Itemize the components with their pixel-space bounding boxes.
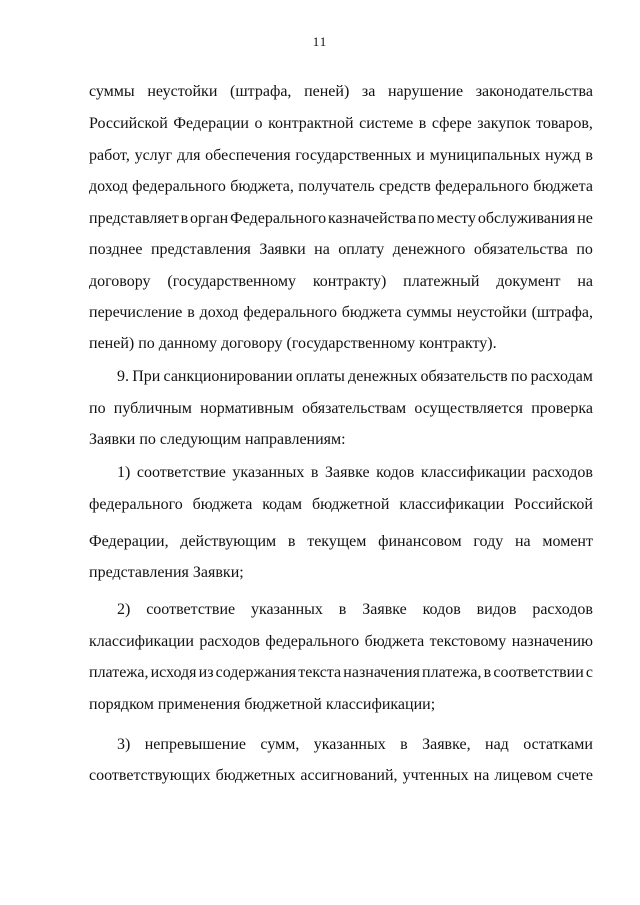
word: Заявке bbox=[362, 601, 407, 618]
word: классификации bbox=[89, 633, 194, 650]
word: публичным bbox=[113, 400, 192, 417]
word: контрактной bbox=[268, 115, 354, 132]
word: на bbox=[577, 273, 593, 290]
word: системе bbox=[359, 115, 414, 132]
text-line bbox=[89, 301, 593, 325]
word: учтенных bbox=[402, 767, 469, 784]
word: текста bbox=[298, 664, 342, 681]
text-line bbox=[89, 80, 593, 104]
word: законодательства bbox=[475, 83, 593, 100]
word: на bbox=[473, 767, 490, 784]
word: Федерации, bbox=[89, 533, 169, 550]
text-line bbox=[117, 733, 593, 757]
word: текущем bbox=[307, 533, 367, 550]
word: нарушение bbox=[387, 83, 464, 100]
word: кодам bbox=[262, 496, 303, 513]
text-line: Заявки по следующим направлениям: bbox=[89, 431, 346, 448]
text-line bbox=[117, 461, 593, 485]
word: платежа, bbox=[422, 664, 482, 681]
word: над bbox=[485, 736, 509, 753]
word: санкционировании bbox=[163, 368, 293, 385]
word: контракту) bbox=[312, 273, 387, 290]
word: году bbox=[473, 533, 504, 550]
word: федерального bbox=[265, 633, 360, 650]
word: доход bbox=[89, 178, 128, 195]
word: казначейства bbox=[327, 210, 417, 227]
word: на bbox=[314, 241, 330, 258]
text-line bbox=[89, 270, 593, 294]
word: в bbox=[400, 736, 408, 753]
word: позднее bbox=[89, 241, 143, 258]
word: осуществляется bbox=[414, 400, 523, 417]
word: Заявки bbox=[259, 241, 306, 258]
word: обслуживания bbox=[477, 210, 576, 227]
text-line bbox=[89, 493, 593, 517]
word: с bbox=[585, 664, 593, 681]
word: При bbox=[132, 368, 161, 385]
word: федерального bbox=[132, 178, 226, 195]
word: в bbox=[187, 304, 195, 321]
text-line bbox=[89, 764, 593, 788]
word: указанных bbox=[251, 601, 323, 618]
word: классификации bbox=[399, 496, 505, 513]
text-line bbox=[117, 365, 593, 389]
word: бюджета bbox=[341, 304, 402, 321]
word: по bbox=[418, 210, 435, 227]
word: обеспечения bbox=[205, 147, 291, 164]
word: бюджета, bbox=[230, 178, 294, 195]
word: момент bbox=[542, 533, 593, 550]
word: расходов bbox=[199, 633, 260, 650]
text-line bbox=[89, 207, 593, 231]
word: бюджета bbox=[364, 633, 425, 650]
word: договору bbox=[89, 273, 151, 290]
word: для bbox=[176, 147, 201, 164]
word: пеней) bbox=[304, 83, 350, 100]
word: расходов bbox=[532, 601, 593, 618]
word: оплаты bbox=[295, 368, 345, 385]
word: Российской bbox=[89, 115, 168, 132]
word: остатками bbox=[523, 736, 593, 753]
word: муниципальных bbox=[429, 147, 541, 164]
text-line bbox=[117, 598, 593, 622]
word: бюджетной bbox=[311, 496, 390, 513]
word: в bbox=[585, 147, 593, 164]
word: по bbox=[510, 368, 528, 385]
word: кодов bbox=[422, 601, 461, 618]
text-line bbox=[89, 175, 593, 199]
text-line bbox=[89, 112, 593, 136]
word: проверка bbox=[531, 400, 593, 417]
word: Заявке bbox=[325, 464, 370, 481]
word: 9. bbox=[117, 368, 129, 385]
word: не bbox=[577, 210, 593, 227]
word: (штрафа, bbox=[531, 304, 593, 321]
word: соответствующих bbox=[89, 767, 211, 784]
word: перечисление bbox=[89, 304, 183, 321]
word: федерального bbox=[89, 496, 183, 513]
word: представляет bbox=[89, 210, 179, 227]
word: в bbox=[180, 210, 189, 227]
text-line bbox=[89, 144, 593, 168]
word: непревышение bbox=[144, 736, 247, 753]
word: 1) bbox=[117, 464, 131, 481]
word: суммы bbox=[89, 83, 135, 100]
word: действующим bbox=[180, 533, 277, 550]
word: ассигнований, bbox=[300, 767, 398, 784]
text-line: порядком применения бюджетной классификации; bbox=[89, 696, 436, 713]
word: Заявке, bbox=[422, 736, 471, 753]
text-line: представления Заявки; bbox=[89, 564, 244, 581]
word: указанных bbox=[232, 464, 305, 481]
word: в bbox=[338, 601, 347, 618]
text-line bbox=[89, 630, 593, 654]
text-line: пеней) по данному договору (государственному контракту). bbox=[89, 335, 497, 352]
word: обязательств bbox=[420, 368, 508, 385]
word: соответствие bbox=[146, 601, 236, 618]
word: содержания bbox=[215, 664, 297, 681]
text-line bbox=[89, 661, 593, 685]
word: за bbox=[361, 83, 376, 100]
word: денежных bbox=[348, 368, 418, 385]
word: федерального bbox=[435, 178, 529, 195]
word: бюджетных bbox=[215, 767, 296, 784]
word: расходов bbox=[532, 464, 593, 481]
word: классификации bbox=[420, 464, 526, 481]
word: расходам bbox=[530, 368, 593, 385]
word: 3) bbox=[117, 736, 131, 753]
word: бюджета bbox=[533, 178, 593, 195]
word: товаров, bbox=[536, 115, 593, 132]
word: из bbox=[198, 664, 214, 681]
word: обязательствам bbox=[301, 400, 407, 417]
word: закупок bbox=[477, 115, 531, 132]
word: кодов bbox=[376, 464, 415, 481]
text-line bbox=[89, 530, 593, 554]
word: в bbox=[418, 115, 427, 132]
word: назначению bbox=[511, 633, 593, 650]
word: оплату bbox=[338, 241, 385, 258]
word: получатель bbox=[298, 178, 375, 195]
word: соответствии bbox=[493, 664, 584, 681]
word: неустойки bbox=[147, 83, 218, 100]
word: по bbox=[576, 241, 593, 258]
word: соответствие bbox=[136, 464, 226, 481]
word: работ, bbox=[89, 147, 130, 164]
word: сумм, bbox=[260, 736, 300, 753]
word: счете bbox=[556, 767, 593, 784]
word: лицевом bbox=[494, 767, 552, 784]
word: видов bbox=[476, 601, 517, 618]
word: платежный bbox=[403, 273, 480, 290]
word: 2) bbox=[117, 601, 131, 618]
word: на bbox=[514, 533, 531, 550]
text-line bbox=[89, 238, 593, 262]
word: нормативным bbox=[200, 400, 294, 417]
word: федерального bbox=[243, 304, 337, 321]
word: (государственному bbox=[167, 273, 296, 290]
word: о bbox=[254, 115, 263, 132]
word: суммы bbox=[406, 304, 452, 321]
word: текстовому bbox=[429, 633, 507, 650]
word: назначения bbox=[343, 664, 420, 681]
word: государственных bbox=[295, 147, 412, 164]
word: Федерации bbox=[173, 115, 249, 132]
word: нужд bbox=[545, 147, 581, 164]
word: представления bbox=[150, 241, 251, 258]
word: и bbox=[416, 147, 425, 164]
word: исходя bbox=[150, 664, 197, 681]
word: доход bbox=[199, 304, 239, 321]
word: финансовом bbox=[378, 533, 462, 550]
word: в bbox=[287, 533, 296, 550]
word: платежа, bbox=[89, 664, 149, 681]
word: обязательства bbox=[473, 241, 568, 258]
page-number: 11 bbox=[312, 34, 328, 49]
word: месту bbox=[436, 210, 476, 227]
word: средств bbox=[379, 178, 431, 195]
word: по bbox=[89, 400, 106, 417]
word: сфере bbox=[431, 115, 472, 132]
word: в bbox=[483, 664, 492, 681]
word: услуг bbox=[134, 147, 173, 164]
word: денежного bbox=[392, 241, 466, 258]
word: (штрафа, bbox=[230, 83, 292, 100]
word: бюджета bbox=[192, 496, 253, 513]
text-line bbox=[89, 397, 593, 421]
word: Российской bbox=[514, 496, 593, 513]
word: документ bbox=[496, 273, 561, 290]
word: указанных bbox=[313, 736, 386, 753]
word: неустойки bbox=[456, 304, 527, 321]
word: в bbox=[310, 464, 319, 481]
word: Федерального bbox=[230, 210, 327, 227]
word: орган bbox=[190, 210, 229, 227]
